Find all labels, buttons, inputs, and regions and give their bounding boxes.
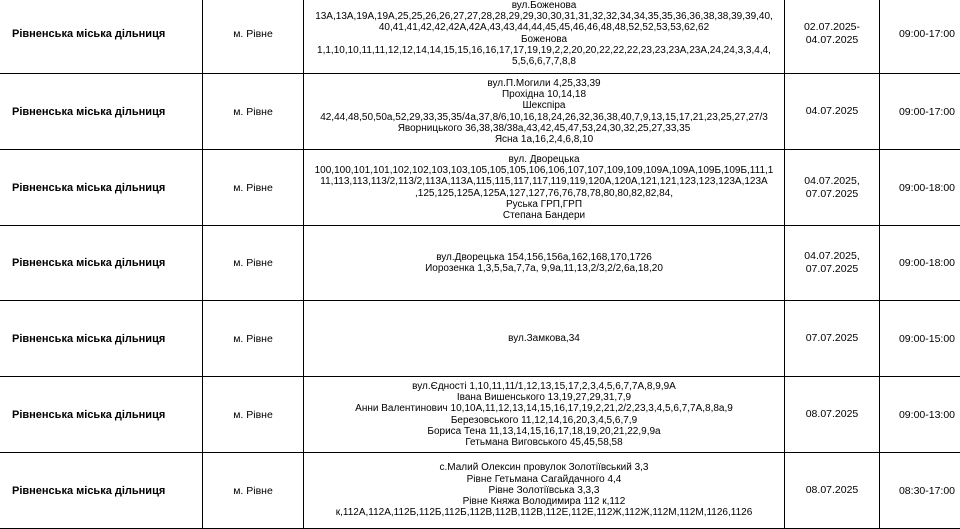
table-row	[0, 453, 960, 529]
section-cell: Рівненська міська дільниця	[0, 377, 203, 453]
date-line: 08.07.2025	[785, 408, 879, 421]
address-line: 100,100,101,101,102,102,103,103,105,105,105,106,106,107,107,109,109,109А,109А,109Б,109Б,111,1	[304, 165, 784, 176]
address-line: Гетьмана Виговського 45,45,58,58	[304, 437, 784, 448]
time-cell: 09:00-17:00	[880, 74, 960, 150]
address-line: 11,113,113,113/2,113/2,113А,113А,115,115,117,117,119,119,120А,120А,121,121,123,123,123А,123А	[304, 176, 784, 187]
address-cell	[304, 301, 785, 377]
date-cell	[785, 0, 880, 74]
date-line: 07.07.2025	[785, 263, 879, 276]
date-line: 07.07.2025	[785, 332, 879, 345]
address-line: Березовського 11,12,14,16,20,3,4,5,6,7,9	[304, 415, 784, 426]
address-line: 40,41,41,42,42,42А,42А,43,43,44,44,45,45,46,46,48,48,52,52,53,53,62,62	[304, 22, 784, 33]
table-row	[0, 74, 960, 150]
date-cell	[785, 74, 880, 150]
address-line: с.Малий Олексин провулок Золотіївський 3,3	[304, 462, 784, 473]
city-cell: м. Рівне	[203, 377, 304, 453]
address-cell	[304, 0, 785, 74]
time-cell: 09:00-18:00	[880, 226, 960, 301]
date-line: 07.07.2025	[785, 188, 879, 201]
address-line: вул.Дворецька 154,156,156а,162,168,170,1726	[304, 252, 784, 263]
date-line: 08.07.2025	[785, 484, 879, 497]
date-line: 04.07.2025	[785, 105, 879, 118]
address-line: Иорозенка 1,3,5,5а,7,7а, 9,9а,11,13,2/3,2/2,6а,18,20	[304, 263, 784, 274]
address-line: 5,5,6,6,7,7,8,8	[304, 56, 784, 67]
table-row	[0, 0, 960, 74]
city-cell: м. Рівне	[203, 301, 304, 377]
date-cell	[785, 453, 880, 529]
date-cell	[785, 377, 880, 453]
time-cell: 08:30-17:00	[880, 453, 960, 529]
section-cell: Рівненська міська дільниця	[0, 301, 203, 377]
address-line: Боженова	[304, 34, 784, 45]
table-row	[0, 377, 960, 453]
address-line: 13А,13А,19А,19А,25,25,26,26,27,27,28,28,29,29,30,30,31,31,32,32,34,34,35,35,36,36,38,38,39,39,40,	[304, 11, 784, 22]
address-line: Ясна 1а,16,2,4,6,8,10	[304, 134, 784, 145]
city-cell: м. Рівне	[203, 150, 304, 226]
city-cell: м. Рівне	[203, 226, 304, 301]
address-line: Степана Бандери	[304, 210, 784, 221]
address-line: Яворницького 36,38,38/38а,43,42,45,47,53,24,30,32,25,27,33,35	[304, 123, 784, 134]
date-line: 04.07.2025	[785, 34, 879, 47]
time-cell: 09:00-17:00	[880, 0, 960, 74]
address-cell	[304, 74, 785, 150]
address-line: ,125,125,125А,125А,127,127,76,76,78,78,80,80,82,82,84,	[304, 188, 784, 199]
table-row	[0, 150, 960, 226]
address-line: Рівне Гетьмана Сагайдачного 4,4	[304, 474, 784, 485]
section-cell: Рівненська міська дільниця	[0, 150, 203, 226]
address-line: Анни Валентинович 10,10А,11,12,13,14,15,16,17,19,2,21,2/2,23,3,4,5,6,7,7А,8,8а,9	[304, 403, 784, 414]
table-row	[0, 301, 960, 377]
table-row	[0, 226, 960, 301]
date-line: 04.07.2025,	[785, 250, 879, 263]
address-line: вул.П.Могили 4,25,33,39	[304, 78, 784, 89]
city-cell: м. Рівне	[203, 0, 304, 74]
address-line: Рівне Золотіївська 3,3,3	[304, 485, 784, 496]
date-line: 04.07.2025,	[785, 175, 879, 188]
address-line: Шекспіра	[304, 100, 784, 111]
date-cell	[785, 150, 880, 226]
section-cell: Рівненська міська дільниця	[0, 0, 203, 74]
address-cell	[304, 150, 785, 226]
address-line: Івана Вишенського 13,19,27,29,31,7,9	[304, 392, 784, 403]
address-line: вул.Замкова,34	[304, 333, 784, 344]
address-line: вул. Дворецька	[304, 154, 784, 165]
section-cell: Рівненська міська дільниця	[0, 74, 203, 150]
date-cell	[785, 226, 880, 301]
section-cell: Рівненська міська дільниця	[0, 453, 203, 529]
city-cell: м. Рівне	[203, 74, 304, 150]
city-cell: м. Рівне	[203, 453, 304, 529]
address-line: Прохідна 10,14,18	[304, 89, 784, 100]
time-cell: 09:00-13:00	[880, 377, 960, 453]
address-line: Руська ГРП,ГРП	[304, 199, 784, 210]
date-line: 02.07.2025-	[785, 21, 879, 34]
address-line: вул.Боженова	[304, 0, 784, 11]
address-cell	[304, 377, 785, 453]
time-cell: 09:00-18:00	[880, 150, 960, 226]
address-line: Бориса Тена 11,13,14,15,16,17,18,19,20,21,22,9,9а	[304, 426, 784, 437]
address-line: 42,44,48,50,50а,52,29,33,35,35/4а,37,8/6,10,16,18,24,26,32,36,38,40,7,9,13,15,17,21,23,25,27,27/3	[304, 112, 784, 123]
address-line: Рівне Княжа Володимира 112 к,112	[304, 496, 784, 507]
address-line: вул.Єдності 1,10,11,11/1,12,13,15,17,2,3,4,5,6,7,7А,8,9,9А	[304, 381, 784, 392]
address-line: к,112А,112А,112Б,112Б,112Б,112В,112В,112В,112Е,112Е,112Ж,112Ж,112М,112М,1126,1126	[304, 507, 784, 518]
date-cell	[785, 301, 880, 377]
address-cell	[304, 226, 785, 301]
time-cell: 09:00-15:00	[880, 301, 960, 377]
address-line: 1,1,10,10,11,11,12,12,14,14,15,15,16,16,17,17,19,19,2,2,20,20,22,22,22,23,23,23А,23А,24,24,3,3,4,4,	[304, 45, 784, 56]
address-cell	[304, 453, 785, 529]
section-cell: Рівненська міська дільниця	[0, 226, 203, 301]
